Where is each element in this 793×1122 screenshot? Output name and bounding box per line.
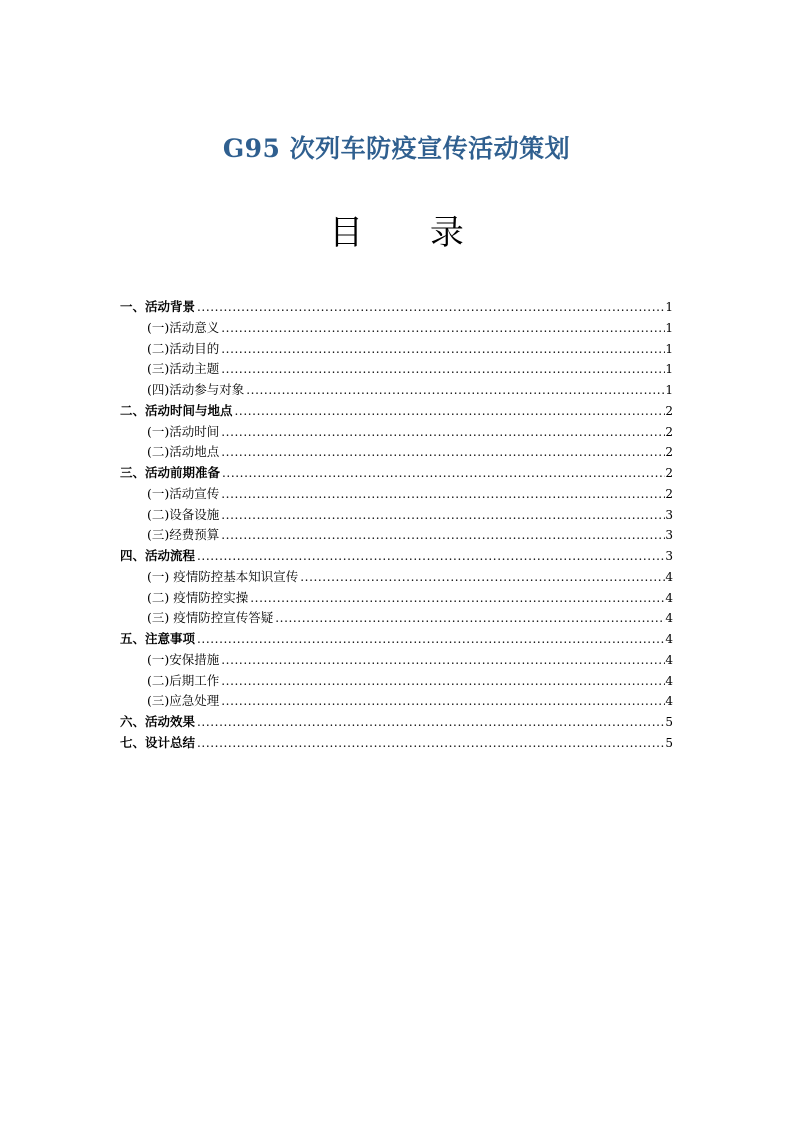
toc-entry-label: (三)活动主题 [147,361,220,377]
toc-heading: 目 录 [329,213,492,253]
toc-dot-leader [195,712,665,733]
toc-entry-label: (二)设备设施 [147,506,220,522]
toc-page-number: 2 [665,403,673,418]
toc-entry-label: (二)活动地点 [147,444,220,460]
toc-page-number: 3 [665,507,673,522]
toc-entry-section[interactable] [120,629,673,650]
toc-dot-leader [195,733,665,754]
toc-entry-label: (三)应急处理 [147,693,220,709]
toc-dot-leader [195,629,665,650]
toc-dot-leader [219,525,665,546]
toc-entry-subsection[interactable] [120,505,673,526]
toc-entry-label: (二)后期工作 [147,672,220,688]
toc-entry-subsection[interactable] [120,380,673,401]
toc-dot-leader [219,671,665,692]
toc-entry-section[interactable] [120,401,673,422]
toc-dot-leader [273,608,665,629]
toc-entry-subsection[interactable] [120,691,673,712]
toc-entry-subsection[interactable] [120,484,673,505]
toc-page-number: 4 [665,611,673,626]
toc-entry-label: 一、活动背景 [120,299,196,314]
toc-entry-label: (二)活动目的 [147,340,220,356]
toc-entry-subsection[interactable] [120,318,673,339]
toc-page-number: 4 [665,632,673,646]
toc-dot-leader [220,463,665,484]
toc-dot-leader [233,401,666,422]
toc-entry-label: (三) 疫情防控宣传答疑 [147,610,274,626]
toc-page-number: 1 [665,341,673,356]
toc-entry-section[interactable] [120,297,673,318]
toc-dot-leader [219,691,665,712]
toc-entry-subsection[interactable] [120,442,673,463]
document-title: G95 次列车防疫宣传活动策划 [222,134,571,163]
toc-entry-label: 六、活动效果 [120,714,196,729]
toc-entry-subsection[interactable] [120,588,673,609]
toc-entry-subsection[interactable] [120,608,673,629]
toc-page-number: 1 [665,300,673,314]
toc-dot-leader [298,567,665,588]
toc-entry-label: 七、设计总结 [120,734,196,750]
toc-page-number: 3 [665,549,673,563]
toc-page-number: 4 [665,652,673,667]
toc-dot-leader [219,359,665,380]
toc-dot-leader [248,588,665,609]
toc-entry-subsection[interactable] [120,422,673,443]
toc-entry-subsection[interactable] [120,671,673,692]
toc-dot-leader [219,339,665,360]
toc-entry-label: (二) 疫情防控实操 [147,589,249,605]
toc-page-number: 4 [665,694,673,709]
toc-entry-subsection[interactable] [120,525,673,546]
toc-page-number: 5 [665,735,673,750]
toc-entry-section[interactable] [120,733,673,754]
toc-entry-label: (一) 疫情防控基本知识宣传 [147,568,299,584]
toc-page-number: 3 [665,528,673,543]
toc-entry-label: 二、活动时间与地点 [120,402,233,418]
toc-dot-leader [219,650,665,671]
toc-page-number: 4 [665,569,673,584]
toc-dot-leader [219,484,665,505]
toc-page-number: 1 [665,383,673,397]
toc-entry-subsection[interactable] [120,339,673,360]
toc-dot-leader [244,380,665,401]
toc-dot-leader [195,297,665,318]
toc-page-number: 2 [665,486,673,501]
toc-entry-label: (一)安保措施 [147,651,220,667]
toc-entry-subsection[interactable] [120,650,673,671]
toc-entry-section[interactable] [120,463,673,484]
toc-page-number: 4 [665,673,673,688]
toc-entry-subsection[interactable] [120,359,673,380]
toc-page-number: 2 [665,424,673,439]
toc-entry-section[interactable] [120,546,673,567]
toc-entry-label: 四、活动流程 [120,548,196,563]
toc-page-number: 5 [665,715,673,729]
toc-dot-leader [219,442,665,463]
toc-page-number: 2 [665,445,673,460]
toc-entry-label: (四)活动参与对象 [147,382,245,397]
toc-dot-leader [219,505,665,526]
toc-page-number: 1 [665,362,673,377]
toc-page-number: 4 [665,590,673,605]
toc-dot-leader [219,318,665,339]
toc-entry-label: 五、注意事项 [120,631,196,646]
toc-entry-label: (三)经费预算 [147,527,220,543]
toc-entry-label: (一)活动时间 [147,423,220,439]
toc-entry-section[interactable] [120,712,673,733]
table-of-contents [120,297,673,754]
toc-dot-leader [219,422,665,443]
toc-entry-label: 三、活动前期准备 [120,465,221,480]
toc-entry-label: (一)活动意义 [147,319,220,335]
toc-page-number: 2 [665,466,673,480]
toc-dot-leader [195,546,665,567]
toc-entry-label: (一)活动宣传 [147,485,220,501]
toc-entry-subsection[interactable] [120,567,673,588]
toc-page-number: 1 [665,320,673,335]
